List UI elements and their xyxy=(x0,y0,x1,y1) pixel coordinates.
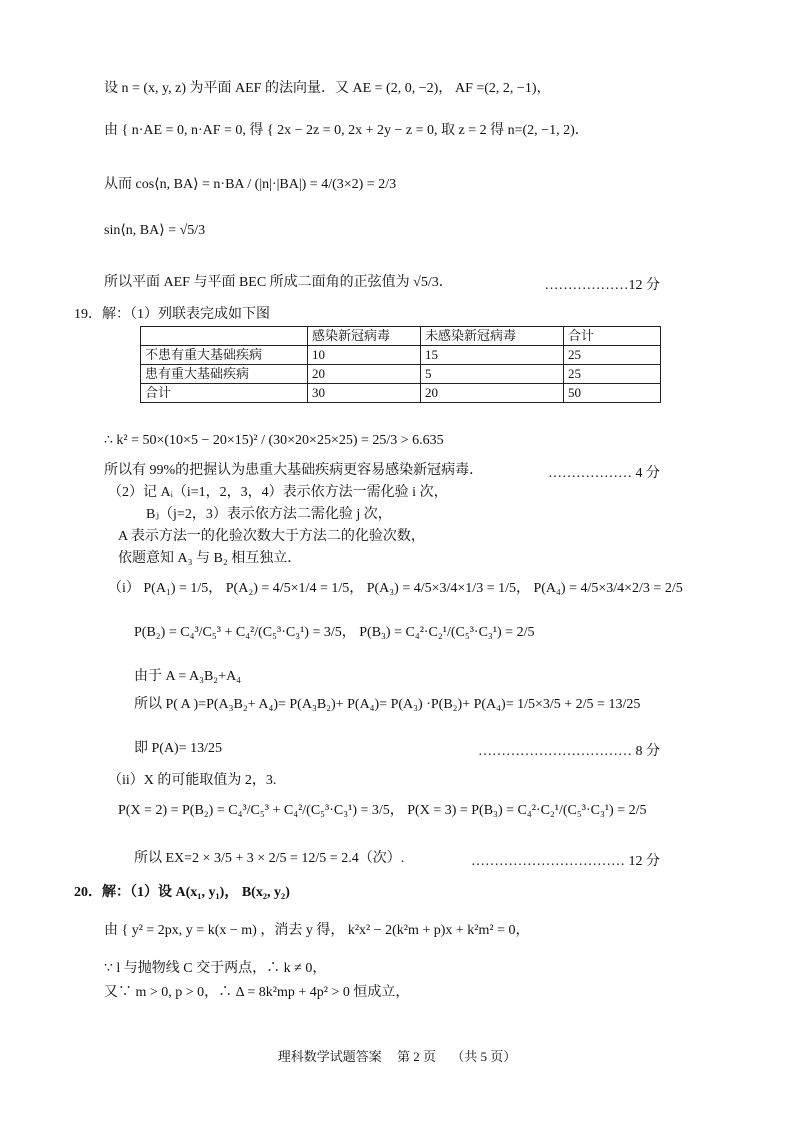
line-12: 依题意知 A₃ 与 B₂ 相互独立． xyxy=(118,551,302,566)
line-17: 即 P(A)= 13/25 xyxy=(134,741,223,756)
line-18: （ii）X 的可能取值为 2，3. xyxy=(108,773,277,788)
line-13: （i） P(A₁) = 1/5， P(A₂) = 4/5×1/4 = 1/5， P(A₃) = 4/5×3/4×1/3 = 1/5， P(A₄) = 4/5×3/4×2/3 = 2/5 xyxy=(108,581,683,596)
line-14: P(B₂) = C₄³/C₅³ + C₄²/(C₅³·C₃¹) = 3/5， P(B₃) = C₄²·C₂¹/(C₅³·C₃¹) = 2/5 xyxy=(134,625,535,640)
line-4: sin⟨n, BA⟩ = √5/3 xyxy=(104,223,206,238)
line-10: Bⱼ（j=2，3）表示依方法二需化验 j 次， xyxy=(146,507,392,522)
line-2: 由 { n·AE = 0, n·AF = 0, 得 { 2x − 2z = 0, 2x + 2y − z = 0, 取 z = 2 得 n=(2, −1, 2)． xyxy=(104,123,589,138)
table-cell: 20 xyxy=(421,384,564,403)
line-9: （2）记 Aᵢ（i=1，2，3，4）表示依方法一需化验 i 次， xyxy=(108,485,448,500)
table-row xyxy=(141,365,661,384)
table-cell: 15 xyxy=(421,346,564,365)
table-cell: 30 xyxy=(308,384,421,403)
line-1: 设 n = (x, y, z) 为平面 AEF 的法向量．又 AE = (2, 0, −2)， AF =(2, 2, −1)， xyxy=(104,81,551,96)
page-footer xyxy=(0,1046,794,1065)
table-cell: 50 xyxy=(564,384,661,403)
table-cell: 5 xyxy=(421,365,564,384)
footer-page-number: 第 2 页 xyxy=(396,1049,436,1064)
line-19: P(X = 2) = P(B₂) = C₄³/C₅³ + C₄²/(C₅³·C₃¹) = 3/5， P(X = 3) = P(B₃) = C₄²·C₂¹/(C₅³·C₃¹) = 2/5 xyxy=(118,803,647,818)
line-23: ∵ l 与抛物线 C 交于两点，∴ k ≠ 0， xyxy=(104,961,327,976)
table-cell: 感染新冠病毒 xyxy=(308,327,421,346)
line-20: 所以 EX=2 × 3/5 + 3 × 2/5 = 12/5 = 2.4（次）. xyxy=(134,851,405,866)
line-11: A 表示方法一的化验次数大于方法二的化验次数， xyxy=(118,529,425,544)
table-row xyxy=(141,384,661,403)
table-row xyxy=(141,346,661,365)
line-16: 所以 P( A )=P(A₃B₂+ A₄)= P(A₃B₂)+ P(A₄)= P(A₃) ·P(B₂)+ P(A₄)= 1/5×3/5 + 2/5 = 13/25 xyxy=(134,697,641,712)
line-24: 又∵ m > 0, p > 0，∴ Δ = 8k²mp + 4p² > 0 恒成立， xyxy=(104,985,410,1000)
line-5: 所以平面 AEF 与平面 BEC 所成二面角的正弦值为 √5/3． xyxy=(104,275,453,290)
line-15: 由于 A = A₃B₂+A₄ xyxy=(134,669,242,684)
line-8: 所以有 99%的把握认为患重大基础疾病更容易感染新冠病毒． xyxy=(104,463,484,478)
table-cell: 合计 xyxy=(564,327,661,346)
table-cell: 25 xyxy=(564,365,661,384)
table-row xyxy=(141,327,661,346)
line-22: 由 { y² = 2px, y = k(x − m) ，消去 y 得， k²x² − 2(k²m + p)x + k²m² = 0， xyxy=(104,923,530,938)
score-12-a: ………………12 分 xyxy=(544,278,660,293)
table-cell xyxy=(141,327,308,346)
line-3: 从而 cos⟨n, BA⟩ = n·BA / (|n|·|BA|) = 4/(3×2) = 2/3 xyxy=(104,177,397,192)
table-cell: 不患有重大基础疾病 xyxy=(141,346,308,365)
score-12-b: …………………………… 12 分 xyxy=(471,854,660,869)
line-21: 20．解：（1）设 A(x₁, y₁)， B(x₂, y₂) xyxy=(74,885,290,900)
table-cell: 25 xyxy=(564,346,661,365)
table-cell: 10 xyxy=(308,346,421,365)
footer-subject: 理科数学试题答案 xyxy=(277,1049,382,1064)
score-8: …………………………… 8 分 xyxy=(478,744,660,759)
table-cell: 合计 xyxy=(141,384,308,403)
table-cell: 未感染新冠病毒 xyxy=(421,327,564,346)
table-cell: 20 xyxy=(308,365,421,384)
score-4: ……………… 4 分 xyxy=(548,466,660,481)
line-6: 19．解：（1）列联表完成如下图 xyxy=(74,307,270,322)
footer-total-pages: （共 5 页） xyxy=(451,1049,517,1064)
table-cell: 患有重大基础疾病 xyxy=(141,365,308,384)
contingency-table xyxy=(140,326,661,403)
line-7: ∴ k² = 50×(10×5 − 20×15)² / (30×20×25×25) = 25/3 > 6.635 xyxy=(104,433,444,448)
